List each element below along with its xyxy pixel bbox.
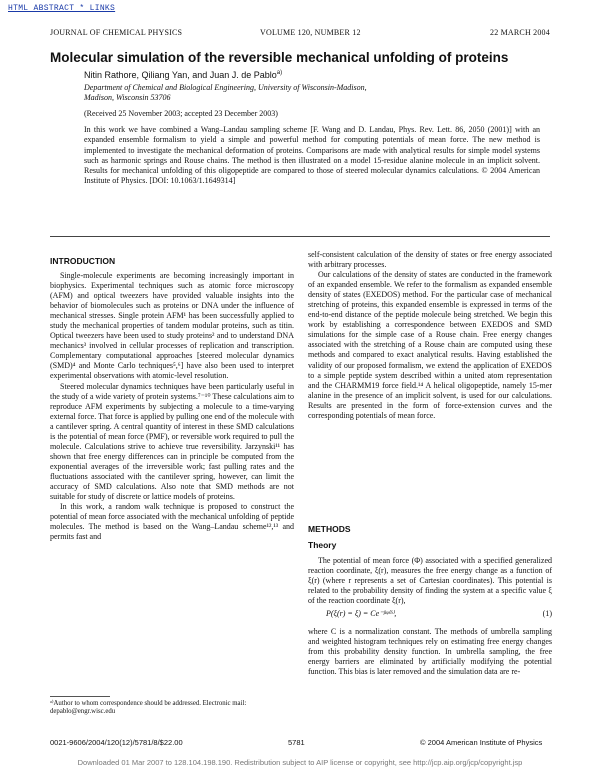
download-notice: Downloaded 01 Mar 2007 to 128.104.198.190. Redistribution subject to AIP license or copyright, see http://jcp.aip.org/jcp/copyright.jsp [77, 758, 523, 767]
intro-paragraph-4: Our calculations of the density of states are conducted in the framework of an expanded ensemble. We refer to the formalism as expanded ensemble density of states (EXEDOS) method. For the particular case of mechanical stretching of proteins, this expanded ensemble is expressed in terms of the end-to-end distance of the peptide molecule being stretched. We begin this work by establishing a correspondence between EXEDOS and SMD simulations for the simple case of a Rouse chain. Free energy changes associated with the stretching of a Rouse chain are computed using these methods and compared to exact analytical results. Having established the validity of our proposed formalism, we extend the application of EXEDOS to a simple peptide system described within a united atom representation and the CHARMM19 force field.¹⁴ A helical oligopeptide, namely 15-mer alanine in the presence of an implicit solvent, is used for our calculations. Results are presented in the form of force-extension curves and the corresponding potentials of mean force. [308, 270, 552, 420]
paper-title: Molecular simulation of the reversible mechanical unfolding of proteins [50, 50, 509, 65]
equation-number: (1) [542, 609, 552, 619]
affiliation-line-1: Department of Chemical and Biological Engineering, University of Wisconsin-Madison, [84, 83, 367, 92]
intro-continuation: self-consistent calculation of the density of states or free energy associated with arbitrary processes. [308, 250, 552, 270]
intro-paragraph-3: In this work, a random walk technique is proposed to construct the potential of mean force associated with the mechanical unfolding of peptide molecules. The method is based on the Wang–Landau scheme¹²,¹³ and permits fast and [50, 502, 294, 542]
abstract-divider [50, 236, 550, 237]
author-footnote-mark: a) [276, 70, 283, 76]
affiliation-line-2: Madison, Wisconsin 53706 [84, 93, 171, 102]
authors [84, 70, 282, 80]
equation-body: P(ξ(r) = ξ) = Ce⁻ᵝᵠ⁽ᵟ⁾, [326, 609, 397, 619]
subsection-theory: Theory [308, 540, 337, 550]
left-column [50, 271, 294, 542]
received-dates: (Received 25 November 2003; accepted 23 December 2003) [84, 109, 278, 118]
running-head-journal: JOURNAL OF CHEMICAL PHYSICS [50, 28, 183, 37]
bottom-code: 0021-9606/2004/120(12)/5781/8/$22.00 [50, 738, 183, 747]
running-head-date: 22 MARCH 2004 [490, 28, 550, 37]
theory-paragraph-1: The potential of mean force (Φ) associated with a specified generalized reaction coordinate, ξ(r), measures the free energy change as a function of ξ(r) (where r represents a set of Cartesian coordinates). This potential is related to the probability density of finding the system at a specific value ξ of the reaction coordinate ξ(r), [308, 556, 552, 606]
html-abstract-links[interactable]: HTML ABSTRACT * LINKS [8, 4, 116, 13]
theory-paragraph-2: where C is a normalization constant. The methods of umbrella sampling and weighted histogram techniques rely on estimating free energy changes from this probability density function. In umbrella sampling, the free energy barriers are eliminated by artificially modifying the potential function. This bias is later removed and the simulation data are re- [308, 627, 552, 677]
abstract: In this work we have combined a Wang–Landau sampling scheme [F. Wang and D. Landau, Phys. Rev. Lett. 86, 2050 (2001)] with an expanded ensemble formalism to yield a simple and powerful method for computing potentials of mean force. The new method is implemented to investigate the mechanical deformation of proteins. Comparisons are made with analytical results for simple model systems such as harmonic springs and Rouse chains. The method is then illustrated on a model 15-residue alanine molecule in an implicit solvent. Results for mechanical unfolding of this oligopeptide are compared to those of steered molecular dynamics calculations. © 2004 American Institute of Physics. [DOI: 10.1063/1.1649314] [84, 125, 540, 186]
footnote-rule [50, 696, 110, 697]
section-introduction: INTRODUCTION [50, 256, 116, 266]
right-column-top [308, 250, 552, 421]
footnote: ᵃ⁾Author to whom correspondence should be addressed. Electronic mail: depablo@engr.wisc.edu [50, 700, 247, 716]
copyright: © 2004 American Institute of Physics [420, 738, 543, 747]
equation-1 [308, 609, 552, 625]
section-methods: METHODS [308, 524, 351, 534]
page-number: 5781 [288, 738, 305, 747]
intro-paragraph-2: Steered molecular dynamics techniques have been particularly useful in the study of a wide variety of protein systems.⁷⁻¹⁰ These calculations aim to reproduce AFM experiments by subjecting a molecule to a time-varying external force. That force is applied by pulling one end of the molecule with a cantilever spring. A central quantity of interest in these SMD calculations is the potential of mean force (PMF), or reversible work required to pull the molecule. Calculations strive to achieve true reversibility. Jarzynski¹¹ has shown that free energy differences can in principle be computed from the exponential averages of the irreversible work; fast pulling rates and the fluctuations associated with the cantilever spring, however, can limit the accuracy of SMD calculations. Also note that SMD methods are not suitable for study of discrete or lattice models of proteins. [50, 381, 294, 502]
running-head-volume: VOLUME 120, NUMBER 12 [260, 28, 361, 37]
author-names: Nitin Rathore, Qiliang Yan, and Juan J. de Pablo [84, 70, 277, 80]
right-column-theory [308, 556, 552, 677]
intro-paragraph-1: Single-molecule experiments are becoming increasingly important in biophysics. Experimental techniques such as atomic force microscopy (AFM) and optical tweezers have provided valuable insights into the behavior of biomolecules such as proteins or DNA under the influence of mechanical stresses. Single protein AFM¹ has been successfully applied to study the mechanical properties of tandem modular proteins, such as titin. Optical tweezers have been used to study proteins² and to understand DNA mechanics³ involved in cellular processes of replication and transcription. Complementary computational approaches [steered molecular dynamics (SMD)⁴ and Monte Carlo techniques⁵,⁶] have also been used to interpret experimental observations with atomic-level resolution. [50, 271, 294, 381]
affiliation [84, 83, 367, 103]
